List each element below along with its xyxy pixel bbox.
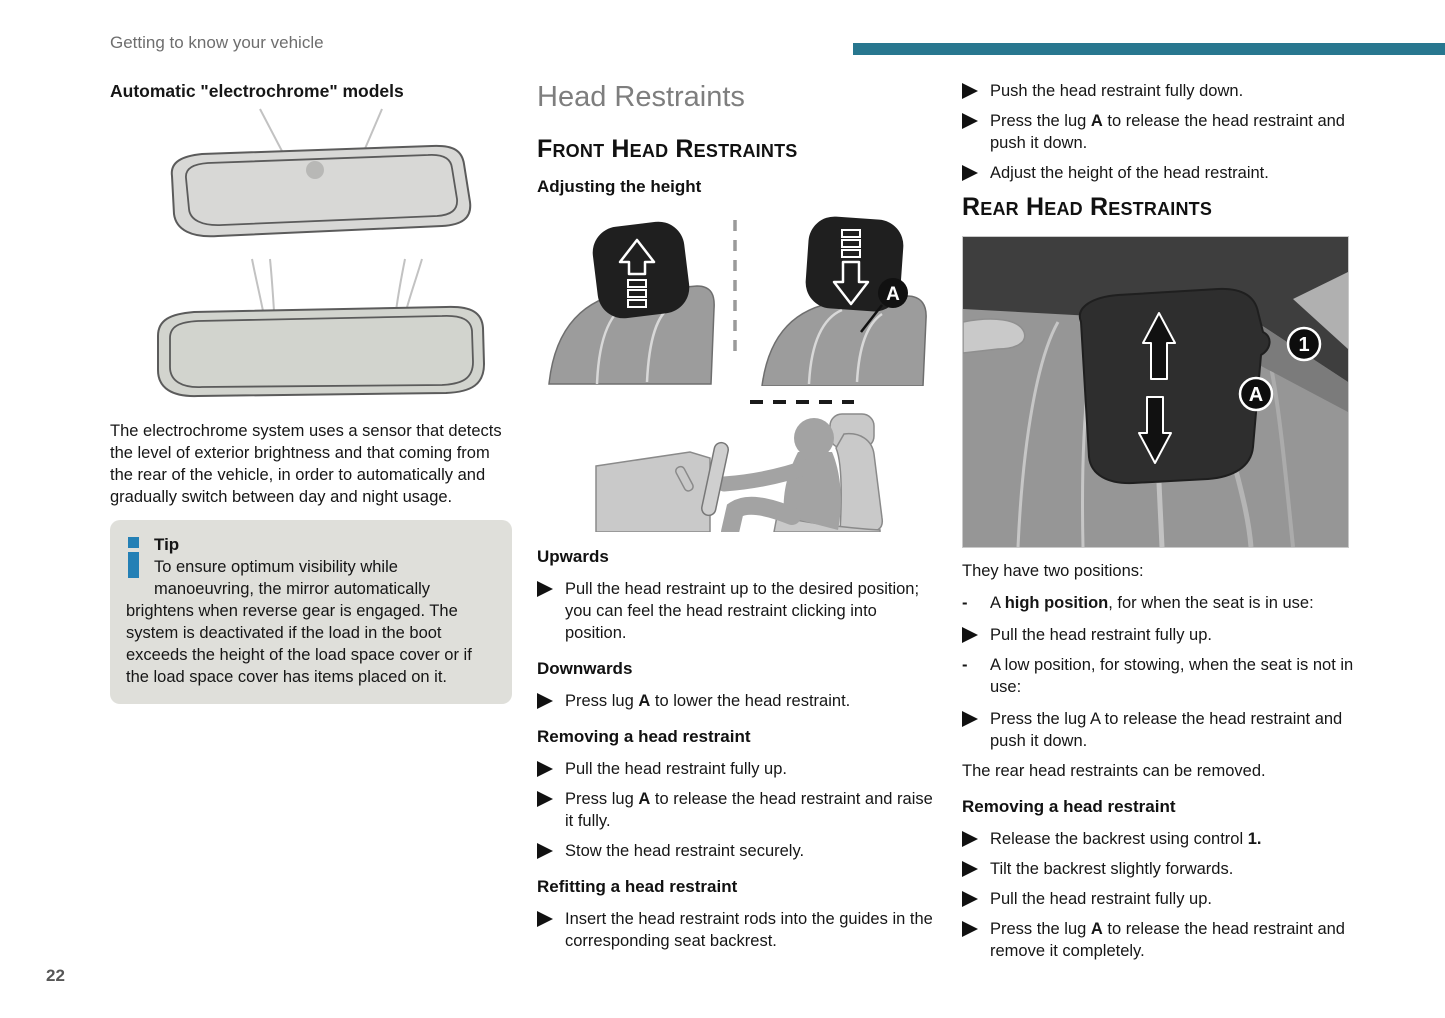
left-column [110, 80, 512, 704]
control-1-badge-label: 1 [1298, 334, 1310, 356]
bullet-arrow-icon [537, 761, 553, 777]
list-item [962, 162, 1358, 184]
dash-marker: - [962, 656, 968, 674]
list-item [962, 858, 1358, 880]
list-item-text: Press lug A to release the head restraint and raise it fully. [565, 790, 933, 830]
rear-head-restraint-photo [962, 236, 1349, 548]
page-number: 22 [46, 966, 65, 985]
bullet-arrow-icon [962, 891, 978, 907]
list-item [962, 80, 1358, 102]
list-item-text: Press lug A to lower the head restraint. [565, 692, 851, 710]
bullet-arrow-icon [962, 831, 978, 847]
list-item [962, 708, 1358, 752]
electrochrome-mirrors-illustration [110, 104, 512, 404]
electrochrome-description: The electrochrome system uses a sensor that detects the level of exterior brightness and that coming from the rear of the vehicle, in order to automatically and gradually switch between day and night usage. [110, 422, 502, 506]
header-accent-bar [853, 43, 1445, 55]
list-item-text: Pull the head restraint fully up. [990, 890, 1212, 908]
list-item [962, 918, 1358, 962]
adjusting-height-heading: Adjusting the height [537, 177, 702, 196]
lug-a-photo-badge-label: A [1248, 384, 1264, 406]
list-item-text: Press the lug A to release the head restraint and push it down. [990, 710, 1343, 750]
list-item-text: Stow the head restraint securely. [565, 842, 805, 860]
bullet-arrow-icon [962, 113, 978, 129]
downwards-heading: Downwards [537, 659, 633, 678]
removing-rear-heading: Removing a head restraint [962, 797, 1176, 816]
list-item-text: A low position, for stowing, when the seat is not in use: [990, 656, 1354, 696]
list-item [537, 758, 935, 780]
positions-intro: They have two positions: [962, 562, 1144, 580]
bullet-arrow-icon [962, 165, 978, 181]
list-item [962, 888, 1358, 910]
tip-text: To ensure optimum visibility while manoeuvring, the mirror automatically brightens when reverse gear is engaged. The system is deactivated if the load in the boot exceeds the height of the load space cover or if the load space cover has items placed on it. [126, 558, 472, 686]
lug-a-badge-label: A [886, 284, 900, 305]
removable-note: The rear head restraints can be removed. [962, 762, 1266, 780]
bullet-arrow-icon [962, 627, 978, 643]
bullet-arrow-icon [962, 711, 978, 727]
bullet-arrow-icon [962, 83, 978, 99]
list-item [537, 578, 935, 644]
dash-marker: - [962, 594, 968, 612]
left-section-heading: Automatic "electrochrome" models [110, 81, 404, 101]
position-high-item [962, 592, 1358, 614]
driver-position-illustration [592, 392, 922, 532]
bullet-arrow-icon [537, 693, 553, 709]
front-head-restraints-heading: Front Head Restraints [537, 135, 798, 163]
tip-title: Tip [154, 535, 180, 554]
bullet-arrow-icon [537, 843, 553, 859]
list-item-text: Pull the head restraint fully up. [990, 626, 1212, 644]
chapter-header: Getting to know your vehicle [110, 33, 324, 52]
upwards-heading: Upwards [537, 547, 609, 566]
list-item-text: Push the head restraint fully down. [990, 82, 1244, 100]
list-item [537, 908, 935, 952]
list-item [537, 690, 935, 712]
right-column [962, 80, 1358, 970]
bullet-arrow-icon [537, 581, 553, 597]
bullet-arrow-icon [962, 921, 978, 937]
list-item [537, 788, 935, 832]
list-item-text: Press the lug A to release the head restraint and push it down. [990, 112, 1345, 152]
bullet-arrow-icon [962, 861, 978, 877]
front-seats-illustration [537, 214, 935, 386]
list-item-text: Pull the head restraint fully up. [565, 760, 787, 778]
list-item-text: Tilt the backrest slightly forwards. [990, 860, 1234, 878]
list-item [962, 110, 1358, 154]
list-item-text: Press the lug A to release the head restraint and remove it completely. [990, 920, 1345, 960]
bullet-arrow-icon [537, 791, 553, 807]
info-icon [128, 537, 143, 581]
refitting-heading: Refitting a head restraint [537, 877, 738, 896]
tip-box [110, 520, 512, 704]
list-item-text: Release the backrest using control 1. [990, 830, 1262, 848]
list-item-text: Insert the head restraint rods into the guides in the corresponding seat backrest. [565, 910, 933, 950]
list-item-text: A high position, for when the seat is in use: [990, 594, 1314, 612]
list-item-text: Pull the head restraint up to the desired position; you can feel the head restraint clicking into position. [565, 580, 920, 642]
list-item-text: Adjust the height of the head restraint. [990, 164, 1269, 182]
removing-front-heading: Removing a head restraint [537, 727, 751, 746]
middle-column [537, 80, 935, 960]
position-low-item [962, 654, 1358, 698]
list-item [537, 840, 935, 862]
list-item [962, 624, 1358, 646]
bullet-arrow-icon [537, 911, 553, 927]
page-title: Head Restraints [537, 81, 745, 113]
list-item [962, 828, 1358, 850]
rear-head-restraints-heading: Rear Head Restraints [962, 193, 1213, 221]
